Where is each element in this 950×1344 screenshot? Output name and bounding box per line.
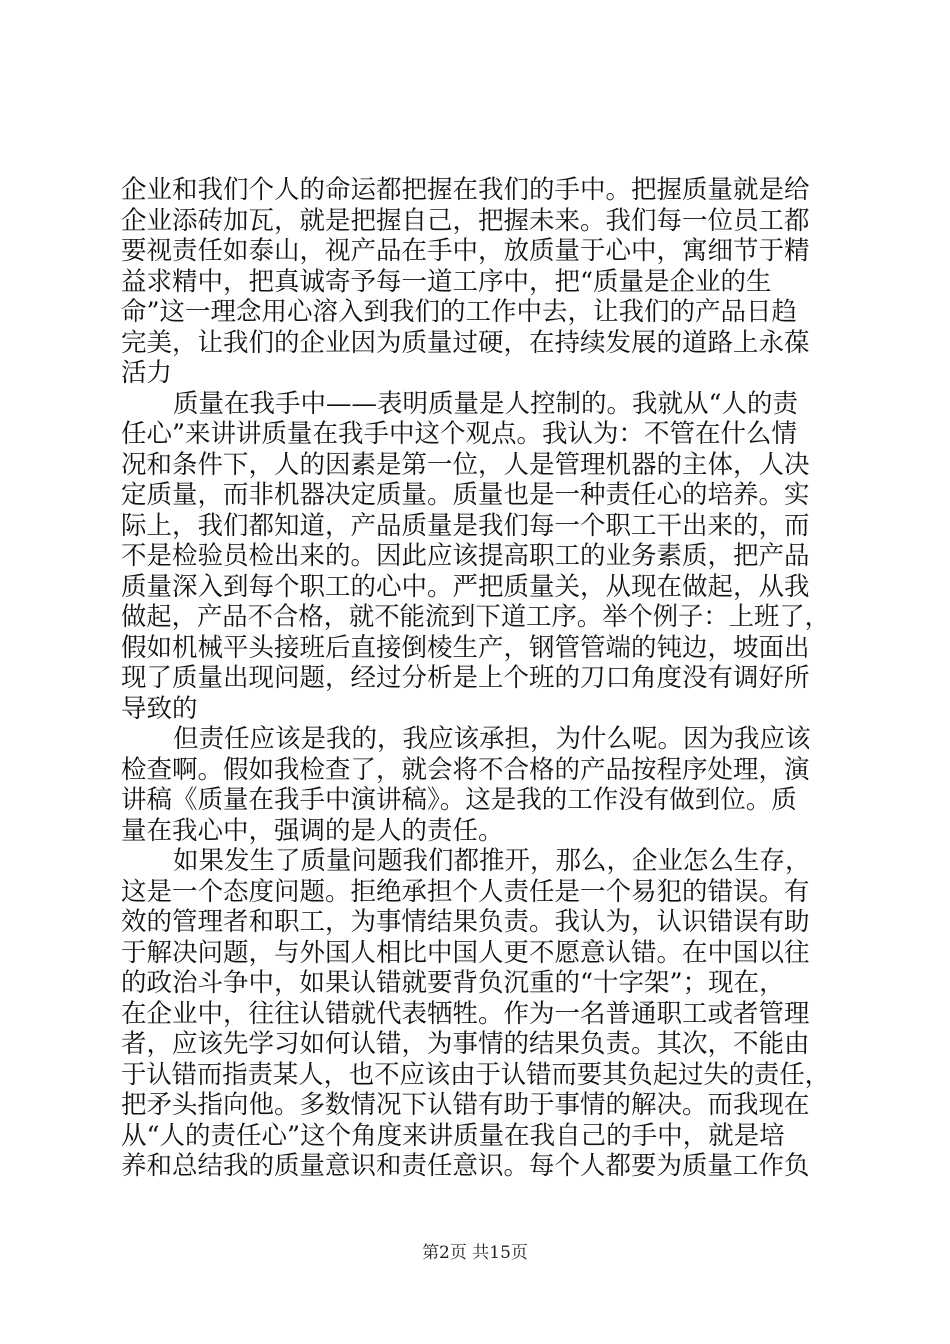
text-line: 量在我心中，强调的是人的责任。: [121, 815, 504, 846]
text-line: 这是一个态度问题。拒绝承担个人责任是一个易犯的错误。有: [121, 876, 810, 907]
text-line: 讲稿《质量在我手中演讲稿》。这是我的工作没有做到位。质: [121, 785, 797, 815]
text-line: 者，应该先学习如何认错，为事情的结果负责。其次，不能由: [121, 1029, 810, 1059]
text-line: 际上，我们都知道，产品质量是我们每一个职工干出来的，而: [121, 510, 810, 541]
text-line: 在企业中，往往认错就代表牺牲。作为一名普通职工或者管理: [121, 998, 810, 1029]
text-line: 现了质量出现问题，经过分析是上个班的刀口角度没有调好所: [121, 663, 810, 693]
text-line: 养和总结我的质量意识和责任意识。每个人都要为质量工作负: [121, 1151, 810, 1181]
text-line: 检查啊。假如我检查了，就会将不合格的产品按程序处理，演: [121, 754, 810, 785]
page-number-footer: 第2页 共15页: [422, 1243, 528, 1263]
text-line: 企业添砖加瓦，就是把握自己，把握未来。我们每一位员工都: [121, 205, 810, 236]
text-line: 不是检验员检出来的。因此应该提高职工的业务素质，把产品: [121, 541, 810, 571]
text-line: 的政治斗争中，如果认错就要背负沉重的“十字架”；现在，: [121, 968, 785, 998]
text-line: 从“人的责任心”这个角度来讲质量在我自己的手中，就是培: [121, 1120, 785, 1151]
text-line: 把矛头指向他。多数情况下认错有助于事情的解决。而我现在: [121, 1090, 810, 1120]
text-line: 完美，让我们的企业因为质量过硬，在持续发展的道路上永葆: [121, 327, 810, 358]
text-line: 于解决问题，与外国人相比中国人更不愿意认错。在中国以往: [121, 937, 810, 968]
text-line: 效的管理者和职工，为事情结果负责。我认为，认识错误有助: [121, 907, 810, 937]
text-line: 于认错而指责某人，也不应该由于认错而要其负起过失的责任，: [121, 1059, 831, 1090]
text-line: 质量深入到每个职工的心中。严把质量关，从现在做起，从我: [121, 571, 810, 602]
text-line: 假如机械平头接班后直接倒棱生产，钢管管端的钝边，坡面出: [121, 632, 810, 663]
paragraph-first-line: 但责任应该是我的，我应该承担，为什么呢。因为我应该: [173, 724, 811, 754]
text-line: 要视责任如泰山，视产品在手中，放质量于心中，寓细节于精: [121, 236, 810, 266]
text-line: 益求精中，把真诚寄予每一道工序中，把“质量是企业的生: [121, 266, 772, 297]
text-line: 任心”来讲讲质量在我手中这个观点。我认为：不管在什么情: [121, 419, 798, 449]
text-line: 导致的: [121, 693, 198, 724]
text-line: 企业和我们个人的命运都把握在我们的手中。把握质量就是给: [121, 175, 810, 205]
text-line: 命”这一理念用心溶入到我们的工作中去，让我们的产品日趋: [121, 297, 798, 327]
paragraph-first-line: 如果发生了质量问题我们都推开，那么，企业怎么生存，: [173, 846, 811, 876]
paragraph-first-line: 质量在我手中——表明质量是人控制的。我就从“人的责: [173, 388, 799, 419]
text-line: 况和条件下，人的因素是第一位，人是管理机器的主体，人决: [121, 449, 810, 480]
text-line: 活力: [121, 358, 173, 388]
text-line: 定质量，而非机器决定质量。质量也是一种责任心的培养。实: [121, 480, 810, 510]
text-line: 做起，产品不合格，就不能流到下道工序。举个例子：上班了，: [121, 602, 831, 632]
